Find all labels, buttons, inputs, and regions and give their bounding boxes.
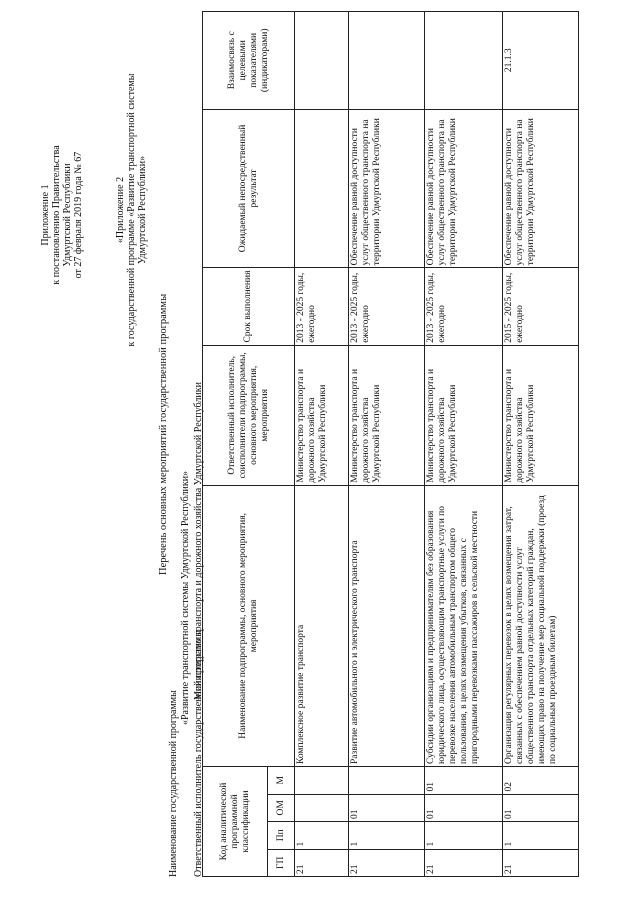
appendix-1-line: к постановлению Правительства [51,145,62,285]
name-cell: Организация регулярных перевозок в целях возмещения затрат, связанных с обеспечением равной доступности услуг общественного транспорта отдельных категорий граждан, имеющих право на получение мер социальной поддержки (проезд по социальным проездным билетам) [503,485,579,766]
link-header: Взаимосвязь с целевыми показателями (индикаторами) [203,12,295,110]
appendix-2-block [115,60,148,360]
executor-header: Ответственный исполнитель, соисполнители подпрограммы, основного мероприятия, мероприятия [203,345,295,485]
table-row [349,12,425,877]
result-cell: Обеспечение равной доступности услуг общественного транспорта на территории Удмуртской Республики [349,109,425,268]
m-cell [295,767,349,795]
name-cell: Комплексное развитие транспорта [295,485,349,766]
om-cell [295,794,349,821]
name-cell: Субсидии организациям и предпринимателям без образования юридического лица, осуществляющим транспортные услуги по перевозке населения автомобильным транспортом общего пользования, в целях возмещения убытков, связанных с пригородными перевозками пассажиров в сельской местности [425,485,503,766]
result-cell: Обеспечение равной доступности услуг общественного транспорта на территории Удмуртской Республики [425,109,503,268]
executor-label: Ответственный исполнитель государственной программы [193,630,204,877]
om-cell: 01 [503,794,579,821]
gp-cell: 21 [349,849,425,876]
om-cell: 01 [425,794,503,821]
executor-value: Министерство транспорта и дорожного хозяйства Удмуртской Республики [193,382,204,700]
link-cell [295,12,349,110]
appendix-1-line: Приложение 1 [40,184,51,246]
pp-cell: 1 [295,822,349,849]
table-header-row [203,12,268,877]
executor-cell: Министерство транспорта и дорожного хозяйства Удмуртской Республики [349,345,425,485]
result-header: Ожидаемый непосредственный результат [203,109,295,268]
gp-cell: 21 [295,849,349,876]
appendix-2-line: Удмуртской Республики» [137,155,148,265]
appendix-1-block [40,130,84,300]
executor-cell: Министерство транспорта и дорожного хозяйства Удмуртской Республики [425,345,503,485]
table-row [295,12,349,877]
program-label: Наименование государственной программы [168,690,179,877]
term-cell: 2013 - 2025 годы, ежегодно [425,268,503,345]
result-cell: Обеспечение равной доступности услуг общественного транспорта на территории Удмуртской Республики [503,109,579,268]
gp-header: ГП [268,849,295,876]
pp-cell: 1 [349,822,425,849]
term-cell: 2015 - 2025 годы, ежегодно [503,268,579,345]
measures-table [202,11,579,877]
document-title: Перечень основных мероприятий государственной программы [158,293,169,575]
appendix-1-line: Удмуртской Республики [62,163,73,267]
executor-cell: Министерство транспорта и дорожного хозяйства Удмуртской Республики [503,345,579,485]
name-cell: Развитие автомобильного и электрического транспорта [349,485,425,766]
m-header: М [268,767,295,795]
term-cell: 2013 - 2025 годы, ежегодно [295,268,349,345]
result-cell [295,109,349,268]
om-header: ОМ [268,794,295,821]
om-cell: 01 [349,794,425,821]
link-cell: 21.1.3 [503,12,579,110]
term-header: Срок выполнения [203,268,295,345]
m-cell: 02 [503,767,579,795]
link-cell [349,12,425,110]
program-value: «Развитие транспортной системы Удмуртской Республики» [180,470,191,725]
program-name-line [168,690,179,877]
code-group-header: Код аналитической программной классификации [203,767,268,877]
link-cell [425,12,503,110]
appendix-2-line: «Приложение 2 [115,176,126,244]
gp-cell: 21 [425,849,503,876]
m-cell [349,767,425,795]
executor-cell: Министерство транспорта и дорожного хозяйства Удмуртской Республики [295,345,349,485]
name-header: Наименование подпрограммы, основного мероприятия, мероприятия [203,485,295,766]
appendix-1-line: от 27 февраля 2019 года № 67 [73,151,84,279]
pp-cell: 1 [503,822,579,849]
appendix-2-line: к государственной программе «Развитие транспортной системы [126,73,137,347]
term-cell: 2013 - 2025 годы, ежегодно [349,268,425,345]
m-cell: 01 [425,767,503,795]
gp-cell: 21 [503,849,579,876]
pp-cell: 1 [425,822,503,849]
table-row [503,12,579,877]
pp-header: Пп [268,822,295,849]
table-row [425,12,503,877]
